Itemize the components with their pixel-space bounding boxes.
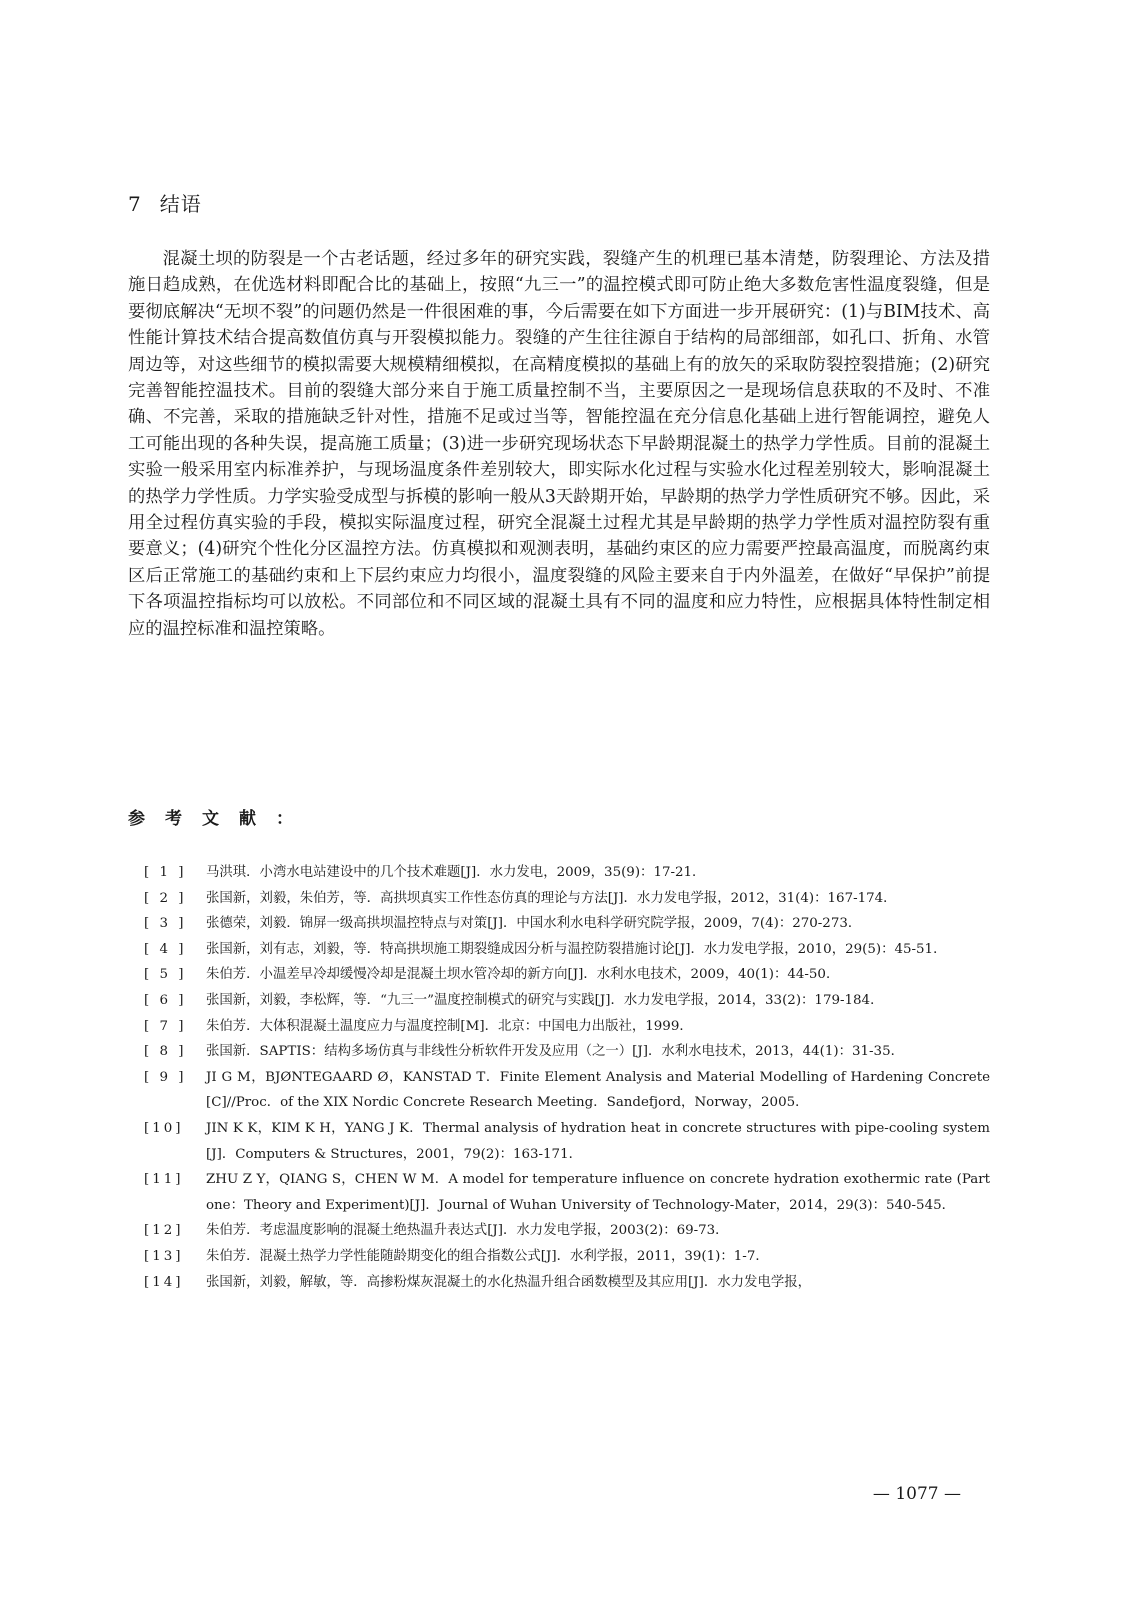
reference-text: 朱伯芳．小温差早冷却缓慢冷却是混凝土坝水管冷却的新方向[J]．水利水电技术，2009，40(1)：44-50．	[206, 967, 840, 983]
reference-text: 张国新，刘毅，朱伯芳，等．高拱坝真实工作性态仿真的理论与方法[J]．水力发电学报，2012，31(4)：167-174．	[206, 890, 897, 906]
reference-item	[144, 860, 990, 886]
reference-text: JIN K K，KIM K H，YANG J K．Thermal analysis of hydration heat in concrete structures with pipe-cooling system[J]．Computers & Structures，2001，79(2)：163-171．	[206, 1120, 990, 1162]
reference-number: [ 7 ]	[144, 1018, 187, 1034]
reference-text: 马洪琪．小湾水电站建设中的几个技术难题[J]．水力发电，2009，35(9)：17-21．	[206, 865, 706, 880]
reference-number: [10]	[144, 1120, 184, 1136]
reference-text: 张国新，刘毅，李松辉，等．“九三一”温度控制模式的研究与实践[J]．水力发电学报，2014，33(2)：179-184．	[206, 992, 884, 1008]
reference-number: [12]	[144, 1223, 184, 1239]
reference-text: 朱伯芳．考虑温度影响的混凝土绝热温升表达式[J]．水力发电学报，2003(2)：69-73．	[206, 1223, 729, 1239]
reference-item	[144, 1244, 990, 1270]
reference-number: [ 8 ]	[144, 1044, 187, 1060]
reference-number: [ 2 ]	[144, 890, 187, 906]
reference-text: 张国新，刘毅，解敏，等．高掺粉煤灰混凝土的水化热温升组合函数模型及其应用[J]．水力发电学报，	[206, 1274, 812, 1290]
reference-number: [ 6 ]	[144, 992, 187, 1008]
reference-item	[144, 1065, 990, 1116]
reference-text: 朱伯芳．混凝土热学力学性能随龄期变化的组合指数公式[J]．水利学报，2011，39(1)：1-7．	[206, 1248, 769, 1264]
reference-text: ZHU Z Y，QIANG S，CHEN W M．A model for temperature influence on concrete hydration exothermic rate (Part one：Theory and Experiment)[J]．Journal of Wuhan University of Technology-Mater，2014，29(3)：540-545．	[206, 1172, 990, 1213]
reference-number: [ 9 ]	[144, 1069, 187, 1085]
reference-number: [ 3 ]	[144, 916, 187, 932]
reference-text: 张国新．SAPTIS：结构多场仿真与非线性分析软件开发及应用（之一）[J]．水利水电技术，2013，44(1)：31-35．	[206, 1044, 904, 1060]
reference-item	[144, 937, 990, 963]
section-heading	[128, 188, 202, 217]
reference-item	[144, 962, 990, 988]
section-number: 7	[128, 192, 142, 216]
reference-number: [11]	[144, 1172, 184, 1188]
reference-item	[144, 886, 990, 912]
reference-item	[144, 1014, 990, 1040]
reference-text: 张国新，刘有志，刘毅，等．特高拱坝施工期裂缝成因分析与温控防裂措施讨论[J]．水力发电学报，2010，29(5)：45-51．	[206, 941, 947, 957]
reference-item	[144, 1270, 990, 1296]
reference-list	[144, 860, 990, 1295]
references-heading: 参考文献：	[128, 809, 313, 829]
reference-text: 张德荣，刘毅．锦屏一级高拱坝温控特点与对策[J]．中国水利水电科学研究院学报，2009，7(4)：270-273．	[206, 916, 862, 932]
reference-text: JI G M，BJØNTEGAARD Ø，KANSTAD T．Finite Element Analysis and Material Modelling of Hardening Concrete[C]//Proc．of the XIX Nordic Concrete Research Meeting．Sandefjord，Norway，2005．	[206, 1069, 990, 1111]
reference-item	[144, 911, 990, 937]
reference-text: 朱伯芳．大体积混凝土温度应力与温度控制[M]．北京：中国电力出版社，1999．	[206, 1018, 693, 1034]
reference-item	[144, 988, 990, 1014]
reference-number: [14]	[144, 1274, 184, 1290]
reference-number: [ 5 ]	[144, 967, 187, 983]
reference-item	[144, 1039, 990, 1065]
reference-number: [ 1 ]	[144, 865, 187, 880]
reference-item	[144, 1116, 990, 1167]
section-title: 结语	[159, 192, 202, 216]
reference-item	[144, 1167, 990, 1218]
reference-item	[144, 1218, 990, 1244]
conclusion-paragraph: 混凝土坝的防裂是一个古老话题，经过多年的研究实践，裂缝产生的机理已基本清楚，防裂理论、方法及措施日趋成熟，在优选材料即配合比的基础上，按照“九三一”的温控模式即可防止绝大多数危害性温度裂缝，但是要彻底解决“无坝不裂”的问题仍然是一件很困难的事，今后需要在如下方面进一步开展研究：(1)与BIM技术、高性能计算技术结合提高数值仿真与开裂模拟能力。裂缝的产生往往源自于结构的局部细部，如孔口、折角、水管周边等，对这些细节的模拟需要大规模精细模拟，在高精度模拟的基础上有的放矢的采取防裂控裂措施；(2)研究完善智能控温技术。目前的裂缝大部分来自于施工质量控制不当，主要原因之一是现场信息获取的不及时、不准确、不完善，采取的措施缺乏针对性，措施不足或过当等，智能控温在充分信息化基础上进行智能调控，避免人工可能出现的各种失误，提高施工质量；(3)进一步研究现场状态下早龄期混凝土的热学力学性质。目前的混凝土实验一般采用室内标准养护，与现场温度条件差别较大，即实际水化过程与实验水化过程差别较大，影响混凝土的热学力学性质。力学实验受成型与拆模的影响一般从3天龄期开始，早龄期的热学力学性质研究不够。因此，采用全过程仿真实验的手段，模拟实际温度过程，研究全混凝土过程尤其是早龄期的热学力学性质对温控防裂有重要意义；(4)研究个性化分区温控方法。仿真模拟和观测表明，基础约束区的应力需要严控最高温度，而脱离约束区后正常施工的基础约束和上下层约束应力均很小，温度裂缝的风险主要来自于内外温差，在做好“早保护”前提下各项温控指标均可以放松。不同部位和不同区域的混凝土具有不同的温度和应力特性，应根据具体特性制定相应的温控标准和温控策略。	[128, 249, 990, 639]
reference-number: [ 4 ]	[144, 941, 187, 957]
reference-number: [13]	[144, 1248, 184, 1264]
page-number: — 1077 —	[872, 1484, 961, 1504]
